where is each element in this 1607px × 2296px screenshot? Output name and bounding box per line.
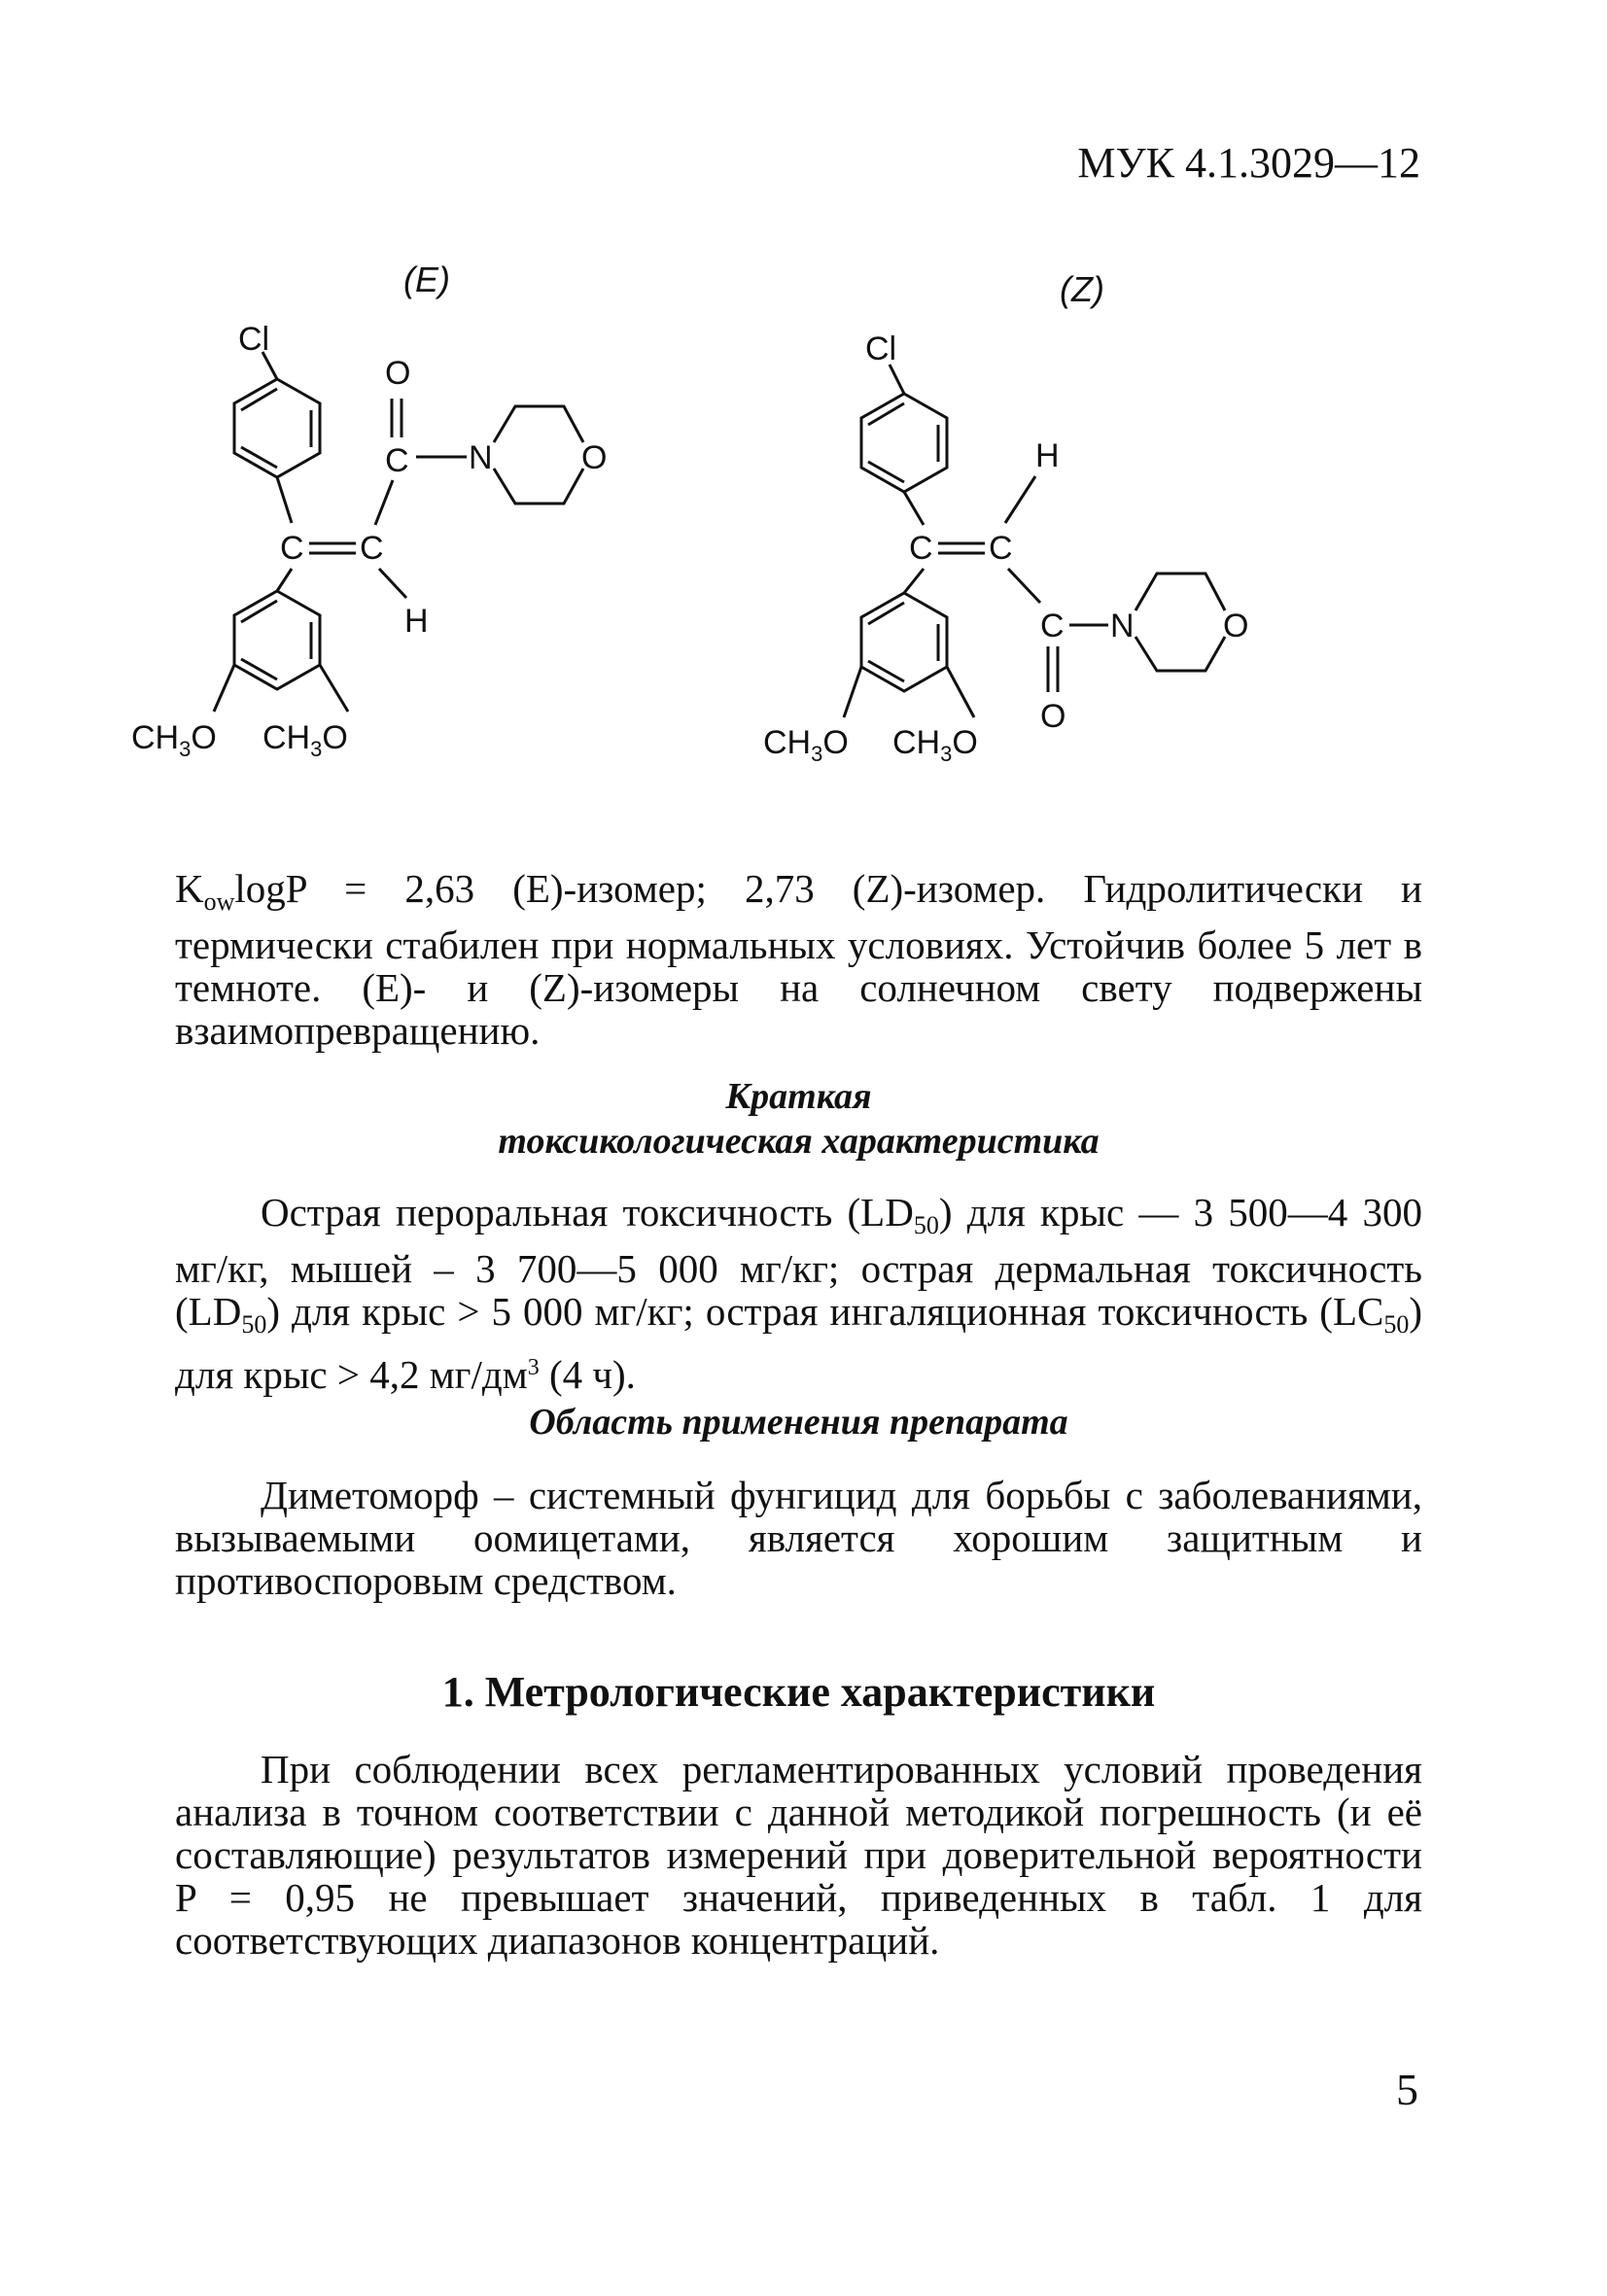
- z-c-carbonyl: C: [1040, 608, 1065, 644]
- z-o-atom: O: [1040, 698, 1066, 735]
- e-methoxy-b: $CH_3O$: [262, 719, 348, 761]
- properties-paragraph: [175, 867, 1422, 1052]
- z-c-carbonyl-bond: [1008, 569, 1040, 603]
- e-methoxy-a: $CH_3O$: [131, 719, 217, 761]
- e-isomer-label: (E): [403, 260, 450, 299]
- toxicology-text-5: (4 ч).: [539, 1352, 636, 1397]
- z-o-ring-atom: O: [1223, 608, 1249, 644]
- e-h-atom: H: [404, 603, 429, 640]
- toxicology-paragraph: [175, 1191, 1422, 1396]
- e-lower-ring-double-3: [241, 659, 277, 679]
- z-c-left: C: [909, 530, 933, 567]
- e-lower-ring-double-1: [241, 601, 277, 622]
- z-h-bond: [1005, 476, 1035, 523]
- e-upper-ring: [234, 379, 320, 477]
- z-lower-ring-double-1: [868, 603, 904, 624]
- z-h-atom: H: [1035, 437, 1060, 474]
- e-lower-ring: [234, 591, 320, 689]
- toxicology-heading-line1: Краткая: [725, 1076, 872, 1117]
- e-n-atom: N: [469, 439, 493, 476]
- page-number: 5: [1396, 2065, 1418, 2114]
- z-lower-ring: [861, 593, 947, 691]
- toxicology-text-1: Острая пероральная токсичность (LD: [261, 1190, 914, 1235]
- z-upper-ring-double-3: [868, 462, 904, 482]
- z-morpholine-bottom: [1135, 637, 1225, 671]
- e-isomer-diagram: [131, 243, 865, 797]
- z-isomer-diagram: [763, 243, 1487, 797]
- z-ring-to-c-bond: [904, 492, 924, 525]
- e-o-atom: O: [385, 355, 411, 392]
- z-cl-atom: Cl: [865, 330, 897, 367]
- metrology-section-title: 1. Метрологические характеристики: [441, 1668, 1156, 1716]
- e-c-right: C: [360, 530, 384, 567]
- k-subscript: ow: [203, 887, 235, 916]
- toxicology-text-3: ) для крыс > 5 000 мг/кг; острая ингаляционная токсичность (LC: [266, 1289, 1384, 1334]
- ld50-oral-subscript: 50: [913, 1211, 939, 1239]
- k-letter: K: [175, 866, 204, 911]
- z-n-atom: N: [1110, 608, 1135, 644]
- document-code: МУК 4.1.3029—12: [1077, 139, 1420, 187]
- z-isomer-label: (Z): [1060, 269, 1104, 309]
- z-morpholine-top: [1135, 574, 1225, 610]
- e-isomer-structure: [131, 243, 865, 797]
- z-methoxy-a-bond: [844, 667, 861, 717]
- lc50-subscript: 50: [1383, 1310, 1410, 1339]
- ld50-dermal-subscript: 50: [241, 1310, 267, 1339]
- toxicology-heading-line2: токсикологическая характеристика: [498, 1121, 1100, 1162]
- e-methoxy-b-bond: [320, 665, 348, 712]
- e-h-bond: [379, 569, 406, 598]
- e-morpholine-bottom: [494, 469, 583, 504]
- e-o-ring-atom: O: [581, 439, 608, 476]
- e-ring-to-c-bond: [277, 477, 292, 523]
- e-c-to-lower-ring-bond: [277, 569, 292, 591]
- z-c-to-lower-ring-bond: [904, 569, 924, 593]
- z-cl-bond: [890, 365, 904, 394]
- toxicology-text-2: ) для крыс — 3 500—4 300 мг/кг, мышей – 3 700—5 000 мг/кг; острая дермальная токсичность (LD: [175, 1190, 1422, 1334]
- properties-text: logP = 2,63 (E)-изомер; 2,73 (Z)-изомер. Гидролитически и термически стабилен при нормальных условиях. Устойчив более 5 лет в темноте. (E)- и (Z)-изомеры на солнечном свету подвержены взаимопревращению.: [175, 866, 1422, 1053]
- z-methoxy-b: $CH_3O$: [892, 724, 978, 766]
- e-morpholine-top: [494, 406, 583, 442]
- z-methoxy-a: $CH_3O$: [763, 724, 849, 766]
- e-c-carbonyl-bond: [375, 480, 393, 525]
- e-c-carbonyl: C: [385, 442, 409, 479]
- z-lower-ring-double-3: [868, 661, 904, 681]
- toxicology-text-4: ) для крыс > 4,2 мг/дм: [175, 1289, 1422, 1397]
- z-c-right: C: [989, 530, 1013, 567]
- e-c-left: C: [280, 530, 304, 567]
- application-paragraph: Диметоморф – системный фунгицид для борьбы с заболеваниями, вызываемыми оомицетами, является хорошим защитным и противоспоровым средством.: [175, 1473, 1422, 1603]
- application-heading: Область применения препарата: [529, 1402, 1068, 1443]
- toxicology-heading: [175, 1074, 1422, 1164]
- z-upper-ring-double-1: [868, 403, 904, 425]
- e-cl-atom: Cl: [238, 321, 270, 358]
- dm3-superscript: 3: [527, 1355, 540, 1380]
- e-upper-ring-double-1: [241, 389, 277, 410]
- e-upper-ring-double-3: [241, 447, 277, 468]
- z-methoxy-b-bond: [947, 667, 974, 717]
- z-upper-ring: [861, 394, 947, 492]
- e-methoxy-a-bond: [214, 665, 234, 712]
- metrology-paragraph: При соблюдении всех регламентированных условий проведения анализа в точном соответствии с данной методикой погрешность (и её составляющие) результатов измерений при доверительной вероятности P = 0,95 не превышает значений, приведенных в табл. 1 для соответствующих диапазонов концентраций.: [175, 1747, 1422, 1963]
- z-isomer-structure: [763, 243, 1487, 797]
